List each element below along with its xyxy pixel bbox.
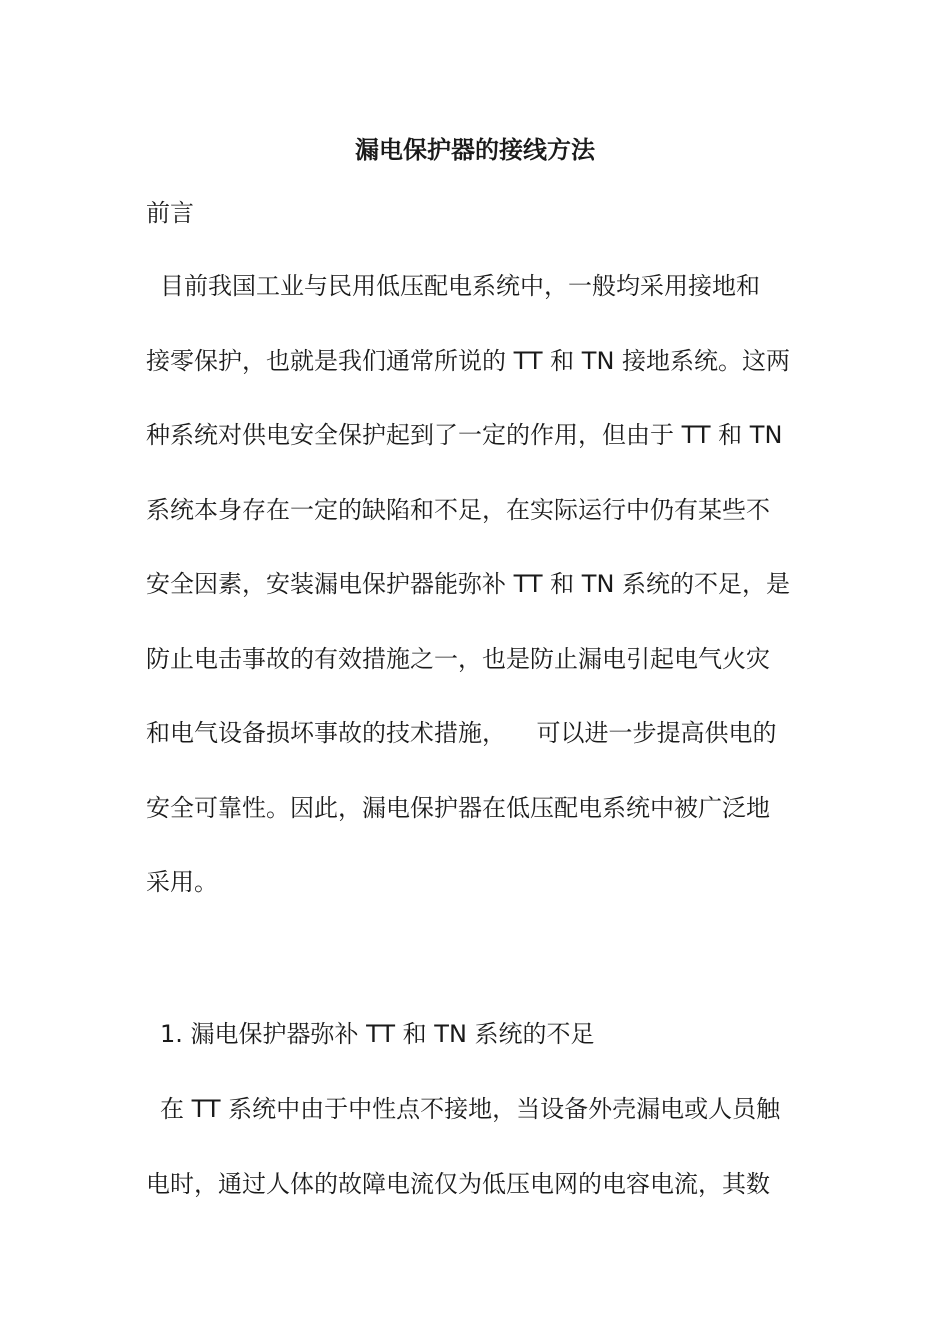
paragraph-line: 和电气设备损坏事故的技术措施， 可以进一步提高供电的 xyxy=(146,719,777,747)
paragraph-line: 种系统对供电安全保护起到了一定的作用，但由于 TT 和 TN xyxy=(146,421,783,449)
section-1-paragraph xyxy=(146,1089,808,1238)
paragraph-line: 防止电击事故的有效措施之一，也是防止漏电引起电气火灾 xyxy=(146,644,770,673)
preface-paragraph xyxy=(146,266,808,937)
paragraph-line: 在 TT 系统中由于中性点不接地，当设备外壳漏电或人员触 xyxy=(160,1095,781,1123)
section-1-heading: 1. 漏电保护器弥补 TT 和 TN 系统的不足 xyxy=(160,1020,595,1048)
preface-heading: 前言 xyxy=(146,199,194,227)
paragraph-line: 电时，通过人体的故障电流仅为低压电网的电容电流，其数 xyxy=(146,1169,770,1198)
paragraph-line: 安全可靠性。因此，漏电保护器在低压配电系统中被广泛地 xyxy=(146,793,770,822)
paragraph-line: 目前我国工业与民用低压配电系统中，一般均采用接地和 xyxy=(160,272,760,300)
paragraph-line: 采用。 xyxy=(146,868,218,896)
document-title: 漏电保护器的接线方法 xyxy=(355,136,595,164)
paragraph-line: 安全因素，安装漏电保护器能弥补 TT 和 TN 系统的不足，是 xyxy=(146,570,791,598)
paragraph-line: 接零保护，也就是我们通常所说的 TT 和 TN 接地系统。这两 xyxy=(146,346,791,375)
paragraph-line: 系统本身存在一定的缺陷和不足，在实际运行中仍有某些不 xyxy=(146,495,770,524)
